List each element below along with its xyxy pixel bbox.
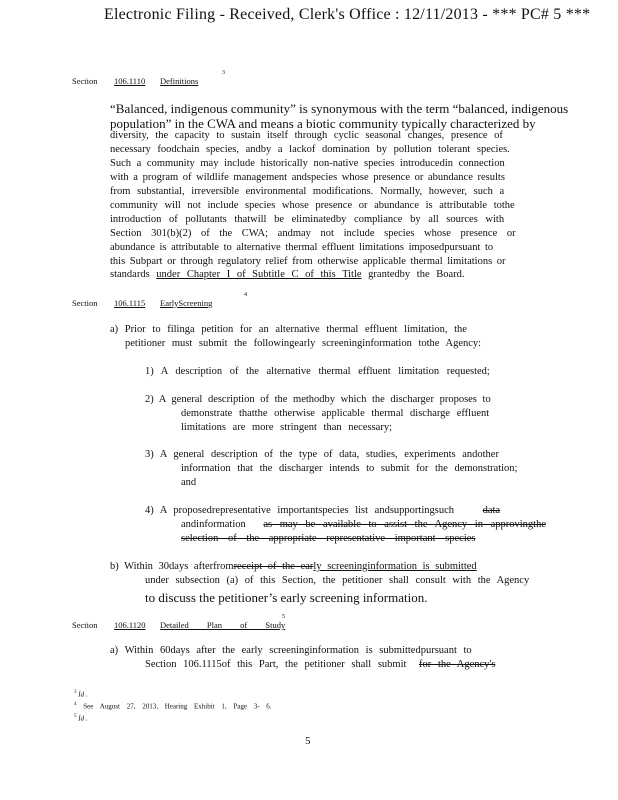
- section-number: 106.1120: [114, 620, 146, 630]
- footnote: [74, 690, 88, 698]
- section-label: Section: [72, 620, 98, 630]
- early-item-2: 2) A general description of the methodby which the discharger proposes to: [145, 394, 491, 405]
- early-item-3: information that the discharger intends to submit for the demonstration;: [181, 463, 518, 474]
- section-number: 106.1110: [114, 76, 146, 86]
- text: ly screeninginformation is submitted: [313, 561, 477, 572]
- footnote: [74, 702, 272, 710]
- text: andinformation: [181, 519, 246, 530]
- definition-line: abundance is attributable to alternative thermal effluent limitations imposedpursuant to: [110, 242, 494, 253]
- page-number: 5: [305, 735, 311, 747]
- definition-line: diversity, the capacity to sustain itself through cyclic seasonal changes, presence of: [110, 130, 503, 141]
- footnote-number: 3: [74, 690, 77, 695]
- detailed-a-line: [145, 660, 495, 671]
- definition-line: with a program of wildlife management andspecies whose presence or abundance results: [110, 172, 505, 183]
- deleted-text: receipt of the ear: [233, 561, 314, 572]
- section-label: Section: [72, 76, 98, 86]
- underlined-text: under Chapter I of Subtitle C of this Title: [156, 269, 362, 280]
- definition-line: “Balanced, indigenous community” is synonymous with the term “balanced, indigenous: [110, 101, 569, 116]
- deleted-text: selection of the appropriate representative important species: [181, 533, 476, 544]
- definition-line: Section 301(b)(2) of the CWA; andmay not include species whose presence or: [110, 228, 516, 239]
- definition-line: necessary foodchain species, andby a lackof domination by pollution tolerant species.: [110, 144, 510, 155]
- definition-line: Such a community may include historically non-native species introducedin connection: [110, 158, 505, 169]
- footnote-ref: 4: [244, 292, 247, 298]
- section-title: Definitions: [160, 76, 199, 86]
- early-item-2: limitations are more stringent than necessary;: [181, 422, 392, 433]
- deleted-text: for the Agency's: [419, 659, 496, 670]
- section-label: Section: [72, 298, 98, 308]
- footnote-text: Id .: [78, 690, 88, 699]
- deleted-text: as may be available to assist the Agency in approvingthe: [263, 519, 547, 530]
- definition-line: community will not include species whose presence or abundance is attributable tothe: [110, 200, 515, 211]
- early-item-1: 1) A description of the alternative thermal effluent limitation requested;: [145, 366, 490, 377]
- text: Section 106.1115of this Part, the petitioner shall submit: [145, 659, 407, 670]
- definition-line: this Subpart or through regulatory relief from otherwise applicable thermal limitations or: [110, 256, 506, 267]
- early-a-line: a) Prior to filinga petition for an alternative thermal effluent limitation, the: [110, 324, 467, 335]
- early-item-3: 3) A general description of the type of data, studies, experiments andother: [145, 449, 499, 460]
- footnote-ref: 5: [282, 614, 285, 620]
- text: grantedby the Board.: [368, 269, 465, 280]
- detailed-a-line: a) Within 60days after the early screeninginformation is submittedpursuant to: [110, 645, 472, 656]
- early-item-3: and: [181, 477, 197, 488]
- footnote-number: 5: [74, 714, 77, 719]
- definition-line: introduction of pollutants thatwill be eliminatedby compliance by all sources with: [110, 214, 505, 225]
- text: 4) A proposedrepresentative importantspecies list andsupportingsuch: [145, 505, 454, 516]
- text: b) Within 30days afterfrom: [110, 561, 234, 572]
- early-b-line: [110, 562, 477, 573]
- definition-line: from substantial, irreversible environmental modifications. Normally, however, such a: [110, 186, 505, 197]
- section-number: 106.1115: [114, 298, 146, 308]
- footnote-text: See August 27, 2013, Hearing Exhibit 1, Page 3- 6.: [83, 702, 272, 711]
- footnote-number: 4: [74, 702, 77, 707]
- definition-line: population” in the CWA and means a biotic community typically characterized by: [110, 116, 536, 131]
- early-a-line: petitioner must submit the followingearly screeninginformation tothe Agency:: [125, 338, 482, 349]
- footnote: [74, 714, 88, 722]
- early-b-line: under subsection (a) of this Section, the petitioner shall consult with the Agency: [145, 575, 530, 586]
- footnote-ref: 3: [222, 70, 225, 76]
- early-item-4: [145, 506, 500, 517]
- deleted-text: data: [482, 505, 501, 516]
- section-title: EarlyScreening: [160, 298, 213, 308]
- definition-last-line: [110, 270, 465, 281]
- early-b-line: to discuss the petitioner’s early screening information.: [145, 590, 428, 605]
- filing-header: Electronic Filing - Received, Clerk's Office : 12/11/2013 - *** PC# 5 ***: [104, 6, 591, 23]
- text: standards: [110, 269, 150, 280]
- early-item-4: [181, 520, 546, 531]
- early-item-2: demonstrate thatthe otherwise applicable thermal discharge effluent: [181, 408, 490, 419]
- footnote-text: Id .: [78, 714, 88, 723]
- section-title: Detailed Plan of Study: [160, 620, 286, 630]
